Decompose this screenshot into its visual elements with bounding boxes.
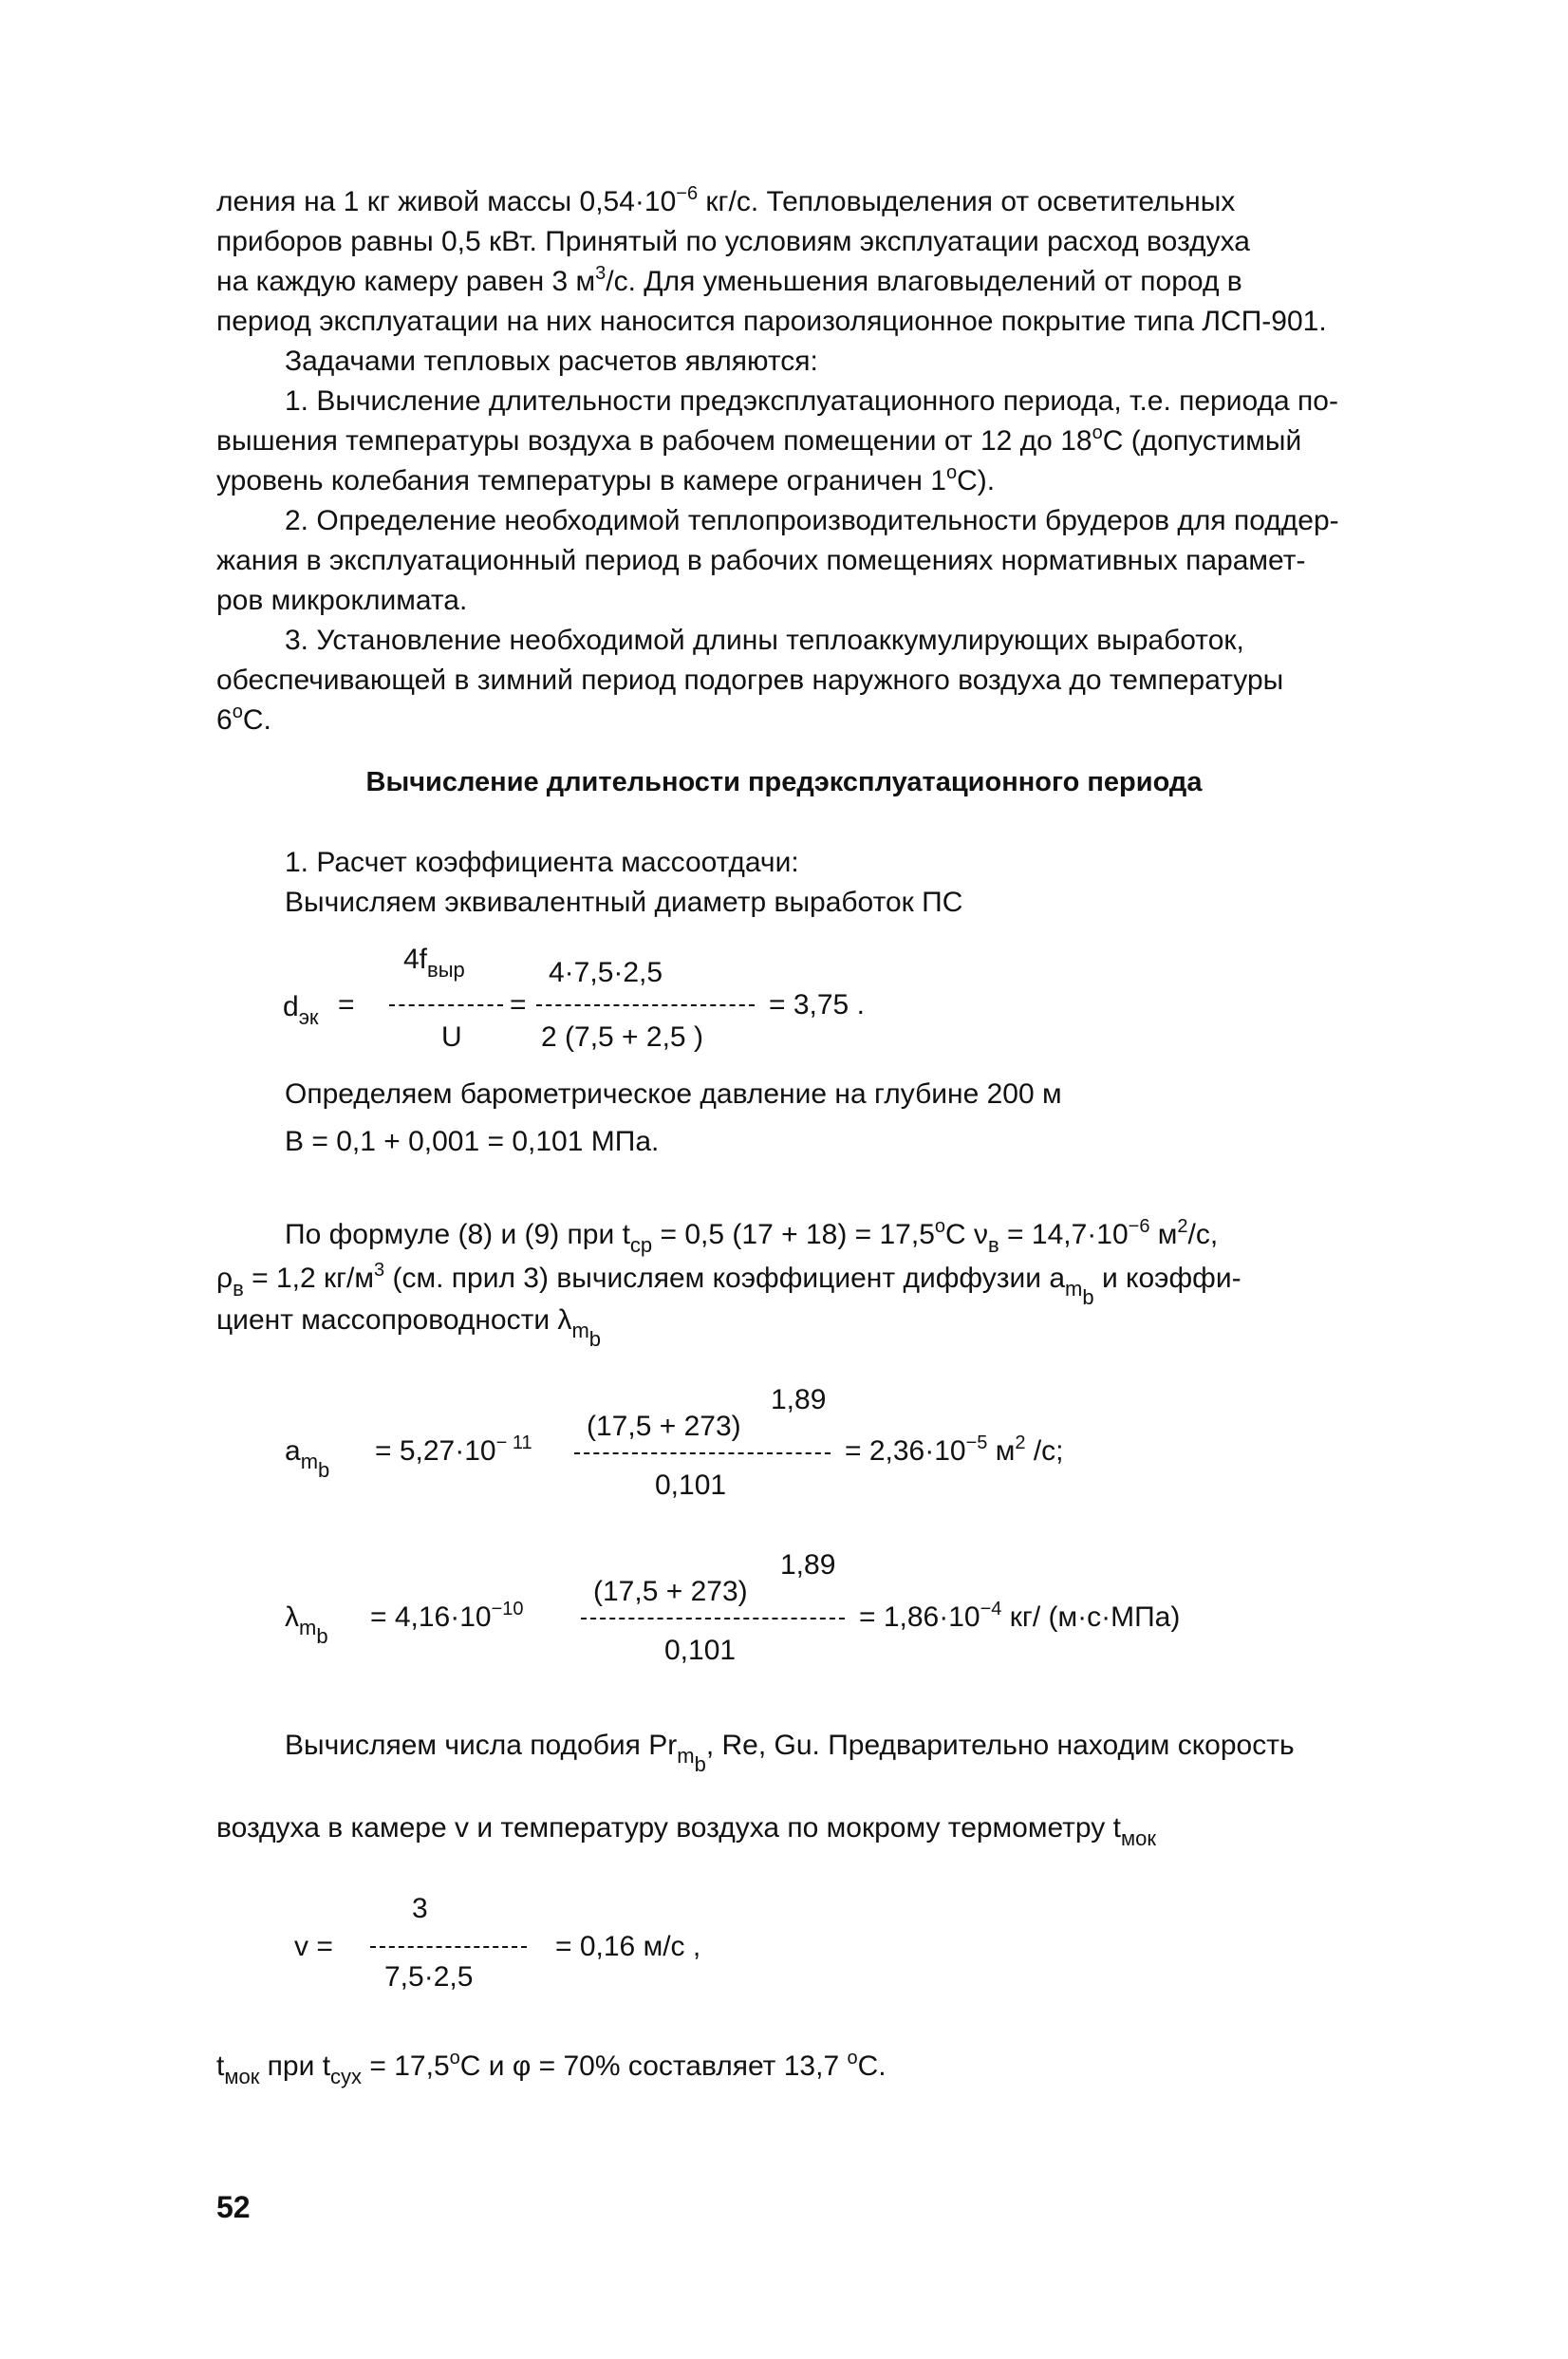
tasks-title: Задачами тепловых расчетов являются: [285,346,818,377]
text-line: ления на 1 кг живой массы $0,54\cdot 10^{-6}$ кг/с. Тепловыделения от осветительных [216,183,1236,217]
text-line: Определяем барометрическое давление на глубине 200 м [285,1078,1062,1110]
text-line: обеспечивающей в зимний период подогрев наружного воздуха до температуры [216,665,1284,696]
step-1: 1. Расчет коэффициента массоотдачи: [285,847,799,878]
text-line: циент массопроводности $\lambda_{m_b}$ [216,1304,602,1351]
text-line: По формуле (8) и (9) при $t_{ср} = 0,5$ $(17 + 18) = 17,5^оС$ $\nu_в = 14,7\cdot 10^{-6}$ $м^2/с$, [285,1216,1219,1257]
baro-formula: В = 0,1 + 0,001 = 0,101 МПа. [285,1126,660,1157]
text-line: жания в эксплуатационный период в рабочих помещениях нормативных парамет- [216,545,1306,576]
text-line: период эксплуатации на них наносится пароизоляционное покрытие типа ЛСП-901. [216,306,1327,337]
page-number: 52 [216,2190,251,2224]
text-line: на каждую камеру равен 3 $м^3/с$. Для уменьшения влаговыделений от пород в [216,263,1242,297]
text-line: ров микроклимата. [216,585,468,616]
text-line: вышения температуры воздуха в рабочем помещении от 12 до $18^оС$ (допустимый [216,422,1302,457]
text-line: $6^оС$. [216,702,271,736]
wet-bulb-line: $t_{мок}$ при $t_{сух} = 17,5^оС$ и φ = 70% составляет 13,7 $^о$С. [216,2048,887,2088]
text-line: Вычисляем числа подобия $Pr_{m_b}$, Re, Gu. Предварительно находим скорость [285,1730,1295,1776]
text-line: воздуха в камере v и температуру воздуха по мокрому термометру $t_{мок}$ [216,1812,1156,1850]
task-3: 3. Установление необходимой длины теплоаккумулирующих выработок, [285,625,1244,656]
text-line: Вычисляем эквивалентный диаметр выработок ПС [285,887,963,918]
text-line: уровень колебания температуры в камере ограничен $1^оС$). [216,462,996,496]
text-line: приборов равны 0,5 кВт. Принятый по условиям эксплуатации расход воздуха [216,226,1250,257]
task-1: 1. Вычисление длительности предэксплуатационного периода, т.е. периода по- [285,385,1338,417]
text-line: $\rho_в = 1,2$ $кг/м^3$ (см. прил 3) вычисляем коэффициент диффузии $а_{m_b}$ и коэффи- [216,1260,1241,1309]
document-page: ления на 1 кг живой массы $0,54\cdot 10^{-6}$ кг/с. Тепловыделения от осветительных приборов равны 0,5 кВт. Принятый по условиям эксплуатации расход воздуха на каждую камеру равен 3 $м^3/с$. Для уменьшения влаговыделений от пород в период эксплуатации на них наносится пароизоляционное покрытие типа ЛСП-901. Задачами тепловых расчетов являются: 1. Вычисление длительности предэксплуатационного периода, т.е. периода по- вышения температуры воздуха в рабочем помещении от 12 до $18^оС$ (допустимый уровень колебания температуры в камере ограничен $1^оС$). 2. Определение необходимой теплопроизводительности брудеров для поддер- жания в эксплуатационный период в рабочих помещениях нормативных парамет- ров микроклимата. 3. Установление необходимой длины теплоаккумулирующих выработок, обеспечивающей в зимний период подогрев наружного воздуха до температуры $6^оС$. Вычисление длительности предэксплуатационного периода 1. Расчет коэффициента массоотдачи: Вычисляем эквивалентный диаметр выработок ПС $d_{эк}$ = $4f_{выр}$ = U 4·7,5·2,5 2 (7,5 + 2,5 ) = 3,75 . Определяем барометрическое давление на глубине 200 м В = 0,1 + 0,001 = 0,101 МПа. По формуле (8) и (9) при $t_{ср} = 0,5$ $(17 + 18) = 17,5^оС$ $\nu_в = 14,7\cdot 10^{-6}$ $м^2/с$, $\rho_в = 1,2$ $кг/м^3$ (см. прил 3) вычисляем коэффициент диффузии $а_{m_b}$ и коэффи- циент массопроводности $\lambda_{m_b}$ $а_{m_b}$ = $5,27\cdot 10^{- 11}$ (17,5 + 273) 1,89 0,101 = $2,36\cdot 10^{-5}$ $м^2$ /с; $\lambda_{m_b}$ = $4,16\cdot 10^{-10}$ (17,5 + 273) 1,89 0,101 = $1,86\cdot 10^{-4}$ кг/ (м·с·МПа) Вычисляем числа подобия $Pr_{m_b}$, Re, Gu. Предварительно находим скорость воздуха в камере v и температуру воздуха по мокрому термометру $t_{мок}$ v = 3 7,5·2,5 = 0,16 м/с , $t_{мок}$ при $t_{сух} = 17,5^оС$ и φ = 70% составляет 13,7 $^о$С. 52 [0,0,1568,2359]
section-heading: Вычисление длительности предэксплуатационного периода [365,767,1203,797]
task-2: 2. Определение необходимой теплопроизводительности брудеров для поддер- [285,505,1339,536]
